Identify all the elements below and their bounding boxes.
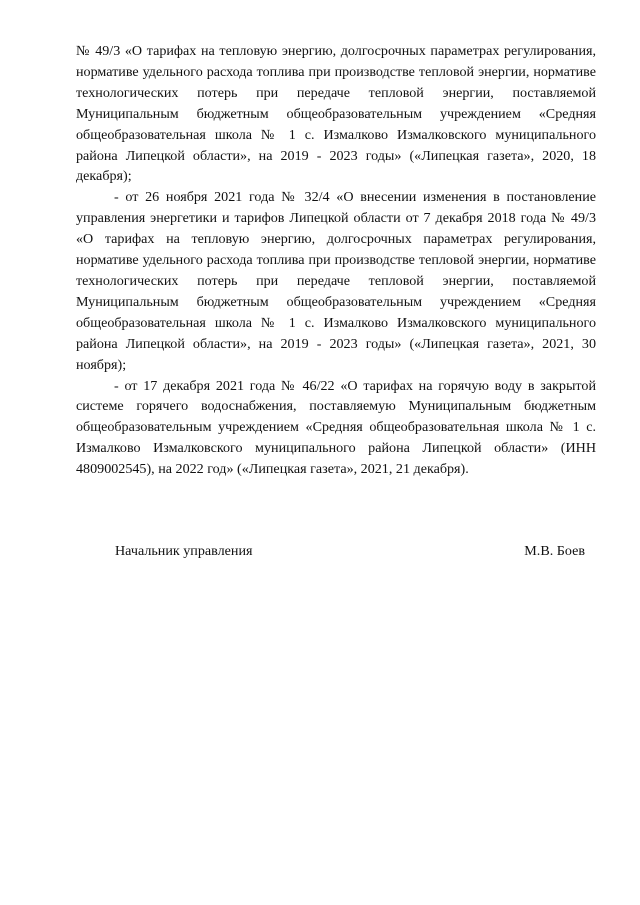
signatory-position: Начальник управления	[115, 543, 253, 559]
document-body	[76, 41, 596, 480]
paragraph-resolution-46-22: - от 17 декабря 2021 года № 46/22 «О тарифах на горячую воду в закрытой системе горячего водоснабжения, поставляемую Муниципальным бюджетным общеобразовательным учреждением «Средняя общеобразовательная школа № 1 с. Измалково Измалковского муниципального района Липецкой области» (ИНН 4809002545), на 2022 год» («Липецкая газета», 2021, 21 декабря).	[76, 377, 596, 478]
signatory-name: М.В. Боев	[524, 543, 585, 559]
paragraph-resolution-32-4: - от 26 ноября 2021 года № 32/4 «О внесении изменения в постановление управления энергетики и тарифов Липецкой области от 7 декабря 2018 года № 49/3 «О тарифах на тепловую энергию, долгосрочных параметрах регулирования, нормативе удельного расхода топлива при производстве тепловой энергии, нормативе технологических потерь при передаче тепловой энергии, поставляемой Муниципальным бюджетным общеобразовательным учреждением «Средняя общеобразовательная школа № 1 с. Измалково Измалковского муниципального района Липецкой области», на 2019 - 2023 годы» («Липецкая газета», 2021, 30 ноября);	[76, 189, 596, 373]
paragraph-continuation: № 49/3 «О тарифах на тепловую энергию, долгосрочных параметрах регулирования, нормативе удельного расхода топлива при производстве тепловой энергии, нормативе технологических потерь при передаче тепловой энергии, поставляемой Муниципальным бюджетным общеобразовательным учреждением «Средняя общеобразовательная школа № 1 с. Измалково Измалковского муниципального района Липецкой области», на 2019 - 2023 годы» («Липецкая газета», 2020, 18 декабря);	[76, 43, 596, 185]
